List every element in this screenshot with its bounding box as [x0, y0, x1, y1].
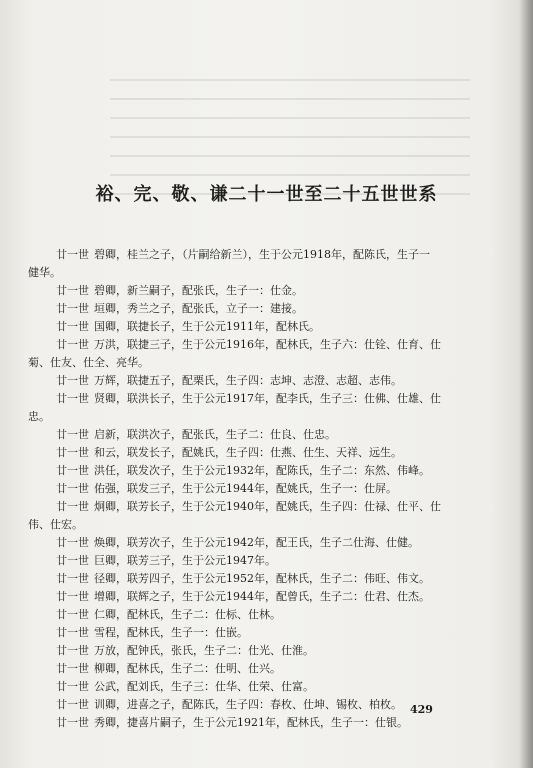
entry-text: 万辉，联捷五子，配栗氏，生子四：志坤、志澄、志超、志伟。 [94, 374, 402, 387]
entry-text: 巨卿，联芳三子，生于公元1947年。 [94, 554, 276, 567]
genealogy-entry [28, 606, 468, 624]
page-title: 裕、完、敬、谦二十一世至二十五世世系 [95, 184, 438, 205]
genealogy-entry [28, 498, 468, 534]
generation-label: 廿一世 [56, 482, 89, 495]
entry-text: 雪程，配林氏，生子一：仕嵌。 [94, 626, 248, 639]
entry-text: 径卿，联芳四子，生于公元1952年，配林氏，生子二：伟旺、伟文。 [94, 572, 430, 585]
genealogy-entry [28, 696, 468, 714]
generation-label: 廿一世 [56, 644, 89, 657]
entry-text: 万放，配钟氏，张氏，生子二：仕光、仕淮。 [94, 644, 314, 657]
generation-label: 廿一世 [56, 320, 89, 333]
genealogy-entry [28, 570, 468, 588]
entry-text: 碧卿，桂兰之子，（片嗣给新兰），生于公元1918年，配陈氏，生子一 [94, 248, 430, 261]
generation-label: 廿一世 [56, 392, 89, 405]
entry-text: 启新，联洪次子，配张氏，生子二：仕良、仕忠。 [94, 428, 336, 441]
genealogy-entry [28, 534, 468, 552]
generation-label: 廿一世 [56, 590, 89, 603]
genealogy-entry [28, 246, 468, 282]
generation-label: 廿一世 [56, 464, 89, 477]
generation-label: 廿一世 [56, 536, 89, 549]
genealogy-entry [28, 390, 468, 426]
genealogy-entry [28, 282, 468, 300]
generation-label: 廿一世 [56, 698, 89, 711]
entry-text: 佑强，联发三子，生于公元1944年，配姚氏，生子一：仕屏。 [94, 482, 397, 495]
entry-continuation: 健华。 [28, 266, 61, 279]
generation-label: 廿一世 [56, 626, 89, 639]
generation-label: 廿一世 [56, 554, 89, 567]
generation-label: 廿一世 [56, 302, 89, 315]
entry-continuation: 菊、仕友、仕全、亮华。 [28, 356, 149, 369]
generation-label: 廿一世 [56, 500, 89, 513]
entry-text: 训卿，进喜之子，配陈氏，生子四：春枚、仕坤、锡枚、柏枚。 [94, 698, 402, 711]
generation-label: 廿一世 [56, 374, 89, 387]
entry-text: 仁卿，配林氏，生子二：仕标、仕林。 [94, 608, 281, 621]
page-number: 429 [410, 703, 433, 716]
generation-label: 廿一世 [56, 446, 89, 459]
entry-text: 柳卿，配林氏，生子二：仕明、仕兴。 [94, 662, 281, 675]
genealogy-entries [28, 246, 468, 732]
genealogy-entry [28, 372, 468, 390]
generation-label: 廿一世 [56, 248, 89, 261]
generation-label: 廿一世 [56, 662, 89, 675]
generation-label: 廿一世 [56, 608, 89, 621]
entry-text: 垣卿，秀兰之子，配张氏，立子一：建接。 [94, 302, 303, 315]
entry-text: 焕卿，联芳次子，生于公元1942年，配王氏，生子二仕海、仕健。 [94, 536, 419, 549]
entry-text: 碧卿，新兰嗣子，配张氏，生子一：仕金。 [94, 284, 303, 297]
genealogy-entry [28, 444, 468, 462]
genealogy-entry [28, 426, 468, 444]
genealogy-entry [28, 462, 468, 480]
generation-label: 廿一世 [56, 284, 89, 297]
entry-text: 秀卿，捷喜片嗣子，生于公元1921年，配林氏，生子一：仕银。 [94, 716, 408, 729]
entry-text: 增卿，联辉之子，生于公元1944年，配曾氏，生子二：仕君、仕杰。 [94, 590, 430, 603]
entry-text: 公武，配刘氏，生子三：仕华、仕荣、仕富。 [94, 680, 314, 693]
genealogy-entry [28, 642, 468, 660]
entry-text: 国卿，联捷长子，生于公元1911年，配林氏。 [94, 320, 320, 333]
genealogy-entry [28, 714, 468, 732]
genealogy-entry [28, 678, 468, 696]
generation-label: 廿一世 [56, 680, 89, 693]
genealogy-entry [28, 588, 468, 606]
genealogy-entry [28, 660, 468, 678]
entry-text: 炯卿，联芳长子，生于公元1940年，配姚氏，生子四：仕禄、仕平、仕 [94, 500, 441, 513]
entry-continuation: 忠。 [28, 410, 50, 423]
generation-label: 廿一世 [56, 338, 89, 351]
genealogy-entry [28, 552, 468, 570]
genealogy-entry [28, 300, 468, 318]
generation-label: 廿一世 [56, 572, 89, 585]
genealogy-entry [28, 336, 468, 372]
genealogy-entry [28, 480, 468, 498]
generation-label: 廿一世 [56, 716, 89, 729]
generation-label: 廿一世 [56, 428, 89, 441]
entry-text: 贤卿，联洪长子，生于公元1917年，配李氏，生子三：仕佛、仕雄、仕 [94, 392, 441, 405]
entry-continuation: 伟、仕宏。 [28, 518, 83, 531]
genealogy-entry [28, 624, 468, 642]
entry-text: 万洪，联捷三子，生于公元1916年，配林氏，生子六：仕铨、仕育、仕 [94, 338, 441, 351]
entry-text: 和云，联发长子，配姚氏，生子四：仕燕、仕生、天祥、远生。 [94, 446, 402, 459]
genealogy-entry [28, 318, 468, 336]
entry-text: 洪任，联发次子，生于公元1932年，配陈氏，生子二：东然、伟峰。 [94, 464, 430, 477]
